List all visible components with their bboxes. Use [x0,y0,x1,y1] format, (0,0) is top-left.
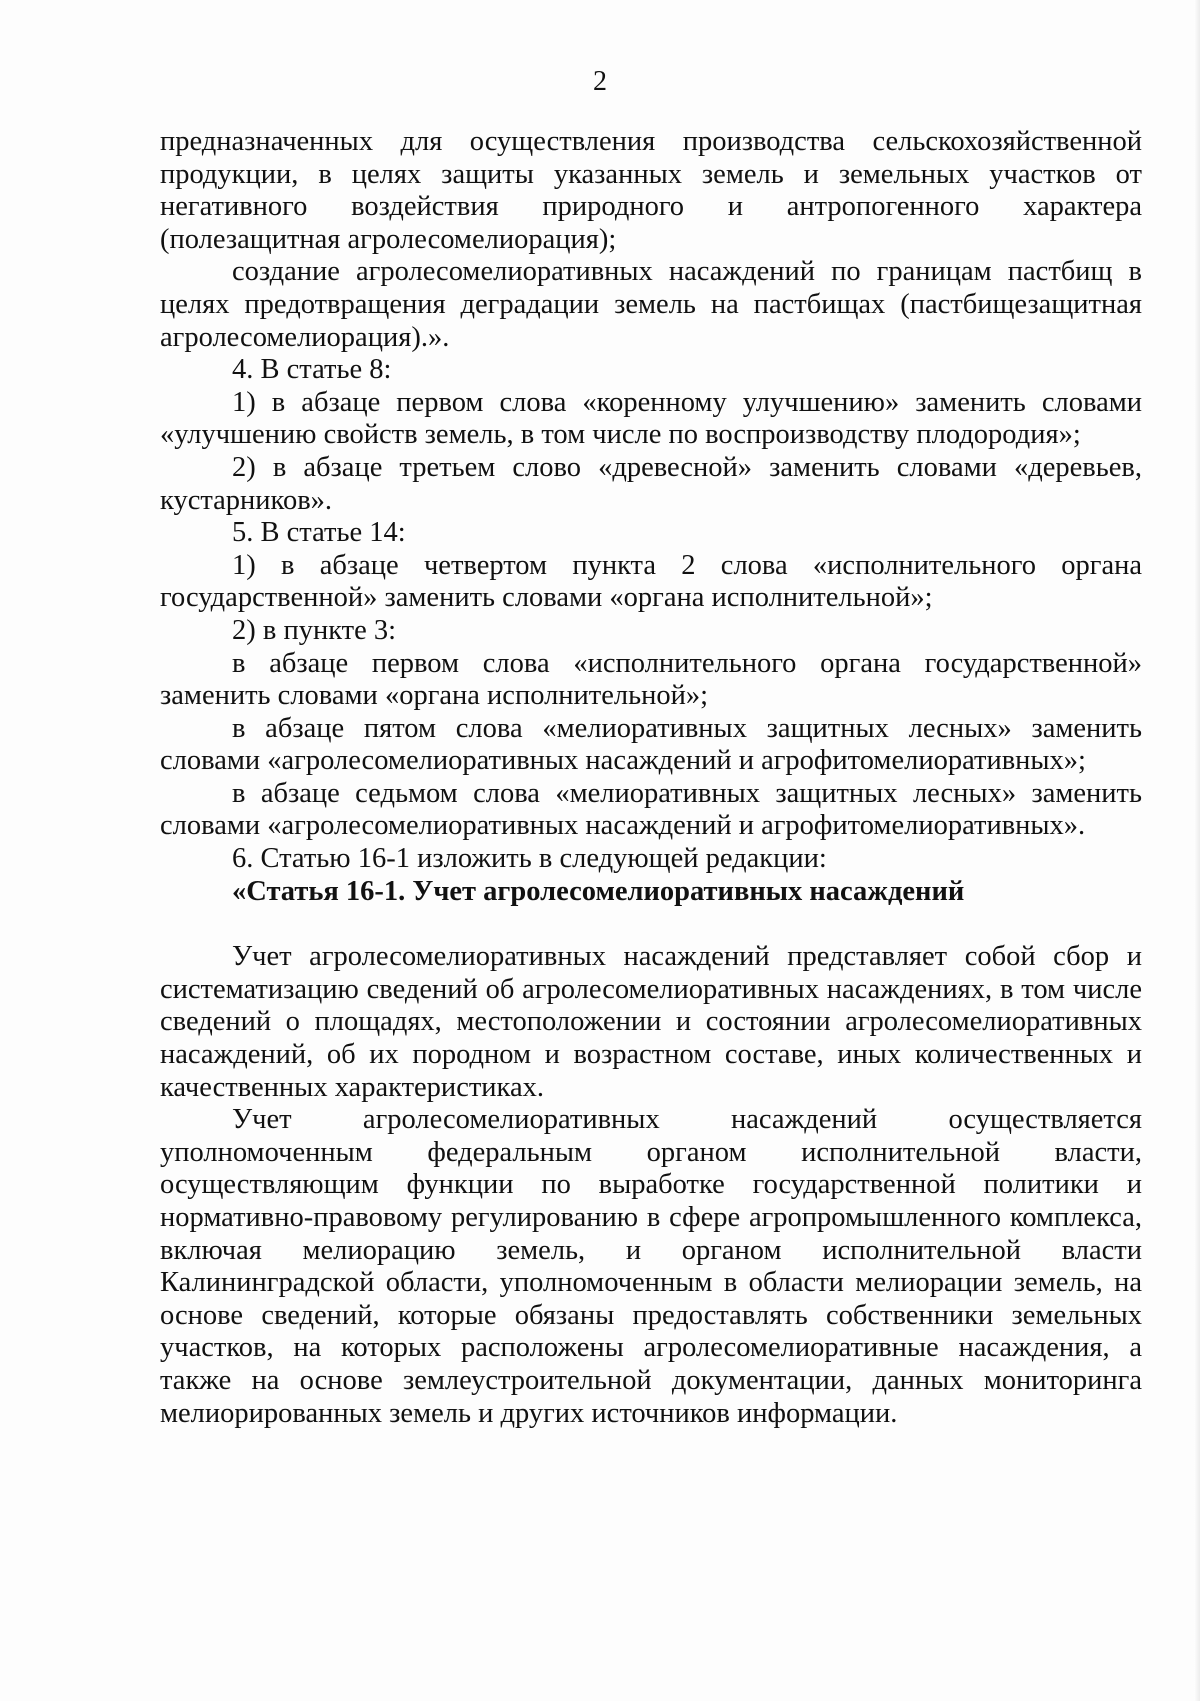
paragraph: Учет агролесомелиоративных насаждений представляет собой сбор и систематизацию сведений об агролесомелиоративных насаждениях, в том числе сведений о площадях, местоположении и состоянии агролесомелиоративных насаждений, об их породном и возрастном составе, иных количественных и качественных характеристиках. [160,941,1142,1103]
paragraph: в абзаце первом слова «исполнительного органа государственной» заменить словами «органа исполнительной»; [160,647,1142,712]
section-item-6: 6. Статью 16-1 изложить в следующей редакции: [232,843,827,875]
section-item-4: 4. В статье 8: [232,354,392,386]
subitem-4-2: 2) в абзаце третьем слово «древесной» заменить словами «деревьев, кустарников». [160,451,1142,516]
paragraph: в абзаце седьмом слова «мелиоративных защитных лесных» заменить словами «агролесомелиоративных насаждений и агрофитомелиоративных». [160,777,1142,842]
subitem-5-1: 1) в абзаце четвертом пункта 2 слова «исполнительного органа государственной» заменить словами «органа исполнительной»; [160,549,1142,614]
subitem-4-1: 1) в абзаце первом слова «коренному улучшению» заменить словами «улучшению свойств земель, в том числе по воспроизводству плодородия»; [160,386,1142,451]
paragraph: создание агролесомелиоративных насаждений по границам пастбищ в целях предотвращения деградации земель на пастбищах (пастбищезащитная агролесомелиорация).». [160,256,1142,353]
paragraph: в абзаце пятом слова «мелиоративных защитных лесных» заменить словами «агролесомелиоративных насаждений и агрофитомелиоративных»; [160,712,1142,777]
subitem-5-2: 2) в пункте 3: [232,614,397,646]
paragraph: Учет агролесомелиоративных насаждений осуществляется уполномоченным федеральным органом исполнительной власти, осуществляющим функции по выработке государственной политики и нормативно-правовому регулированию в сфере агропромышленного комплекса, включая мелиорацию земель, и органом исполнительной власти Калининградской области, уполномоченным в области мелиорации земель, на основе сведений, которые обязаны предоставлять собственники земельных участков, на которых расположены агролесомелиоративные насаждения, а также на основе землеустроительной документации, данных мониторинга мелиорированных земель и других источников информации. [160,1104,1142,1429]
paragraph-continuation: предназначенных для осуществления производства сельскохозяйственной продукции, в целях защиты указанных земель и земельных участков от негативного воздействия природного и антропогенного характера (полезащитная агролесомелиорация); [160,126,1142,255]
page-edge-shadow [1194,0,1200,1701]
blank-line [160,908,1142,941]
article-heading: «Статья 16-1. Учет агролесомелиоративных насаждений [232,875,965,907]
page-number: 2 [593,66,607,97]
section-item-5: 5. В статье 14: [232,517,406,549]
document-body [160,126,1142,1430]
